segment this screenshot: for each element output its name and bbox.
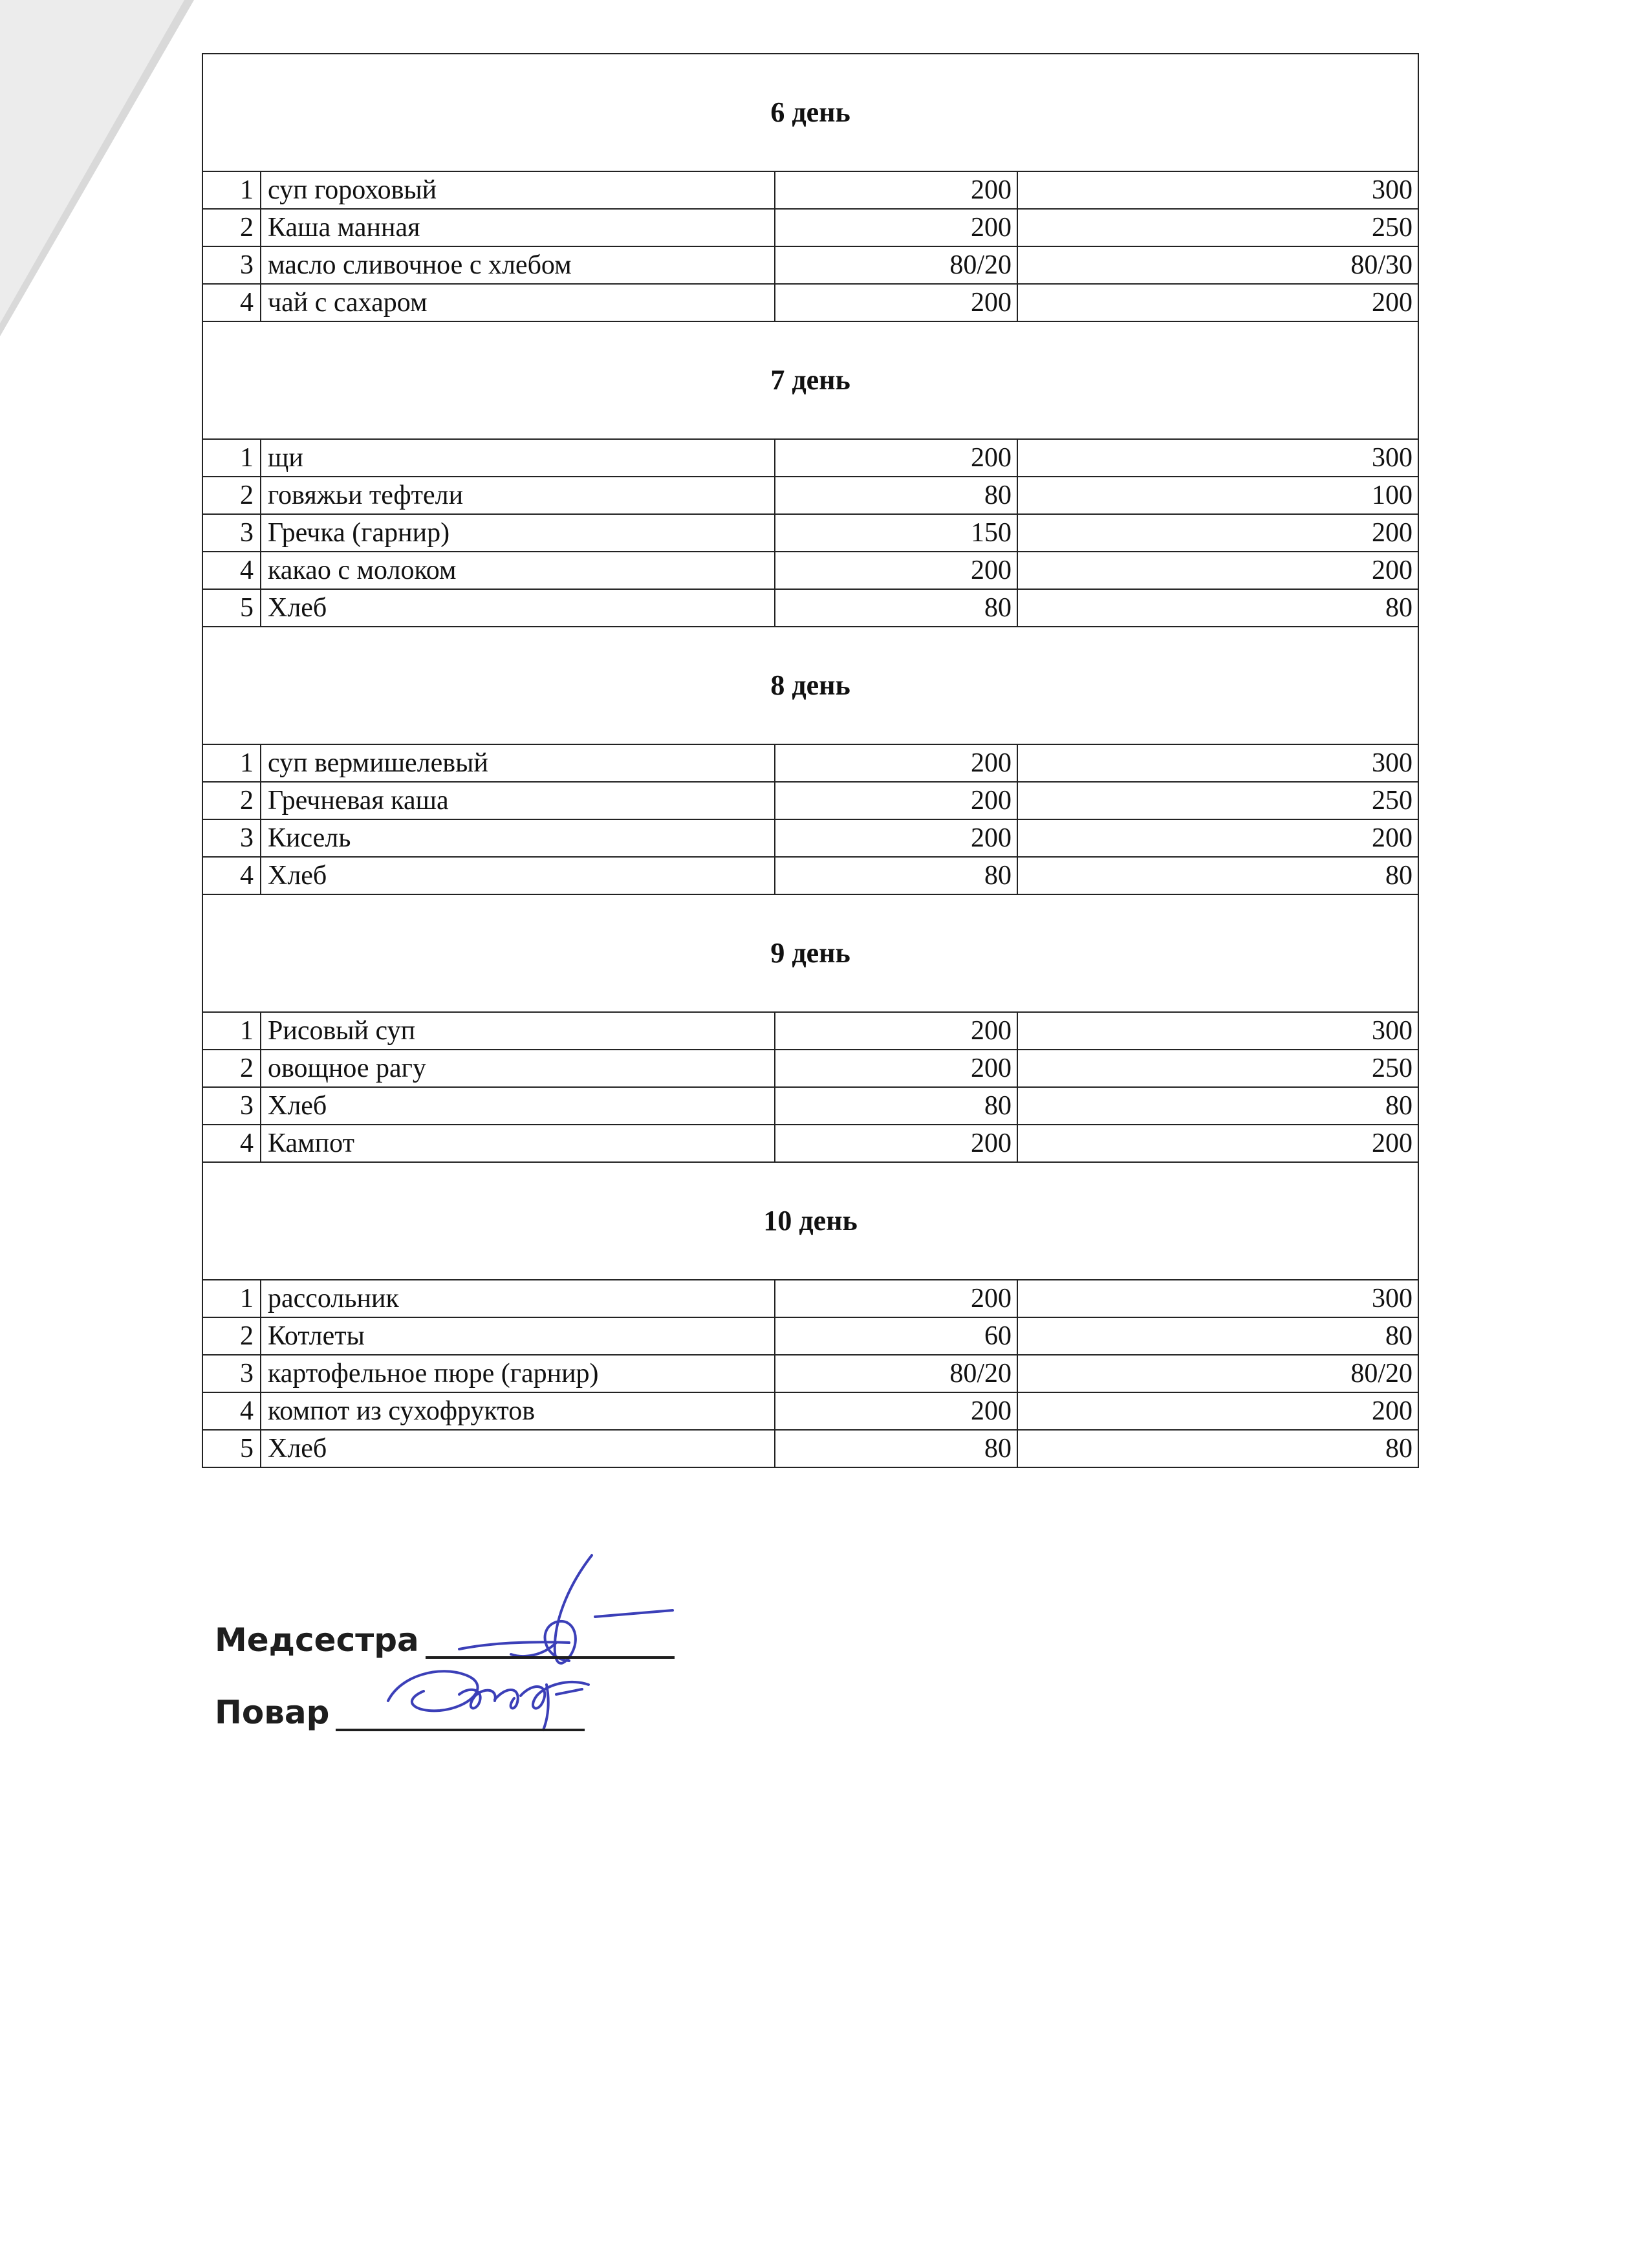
dish-name: Гречка (гарнир): [261, 514, 775, 552]
dish-name: Каша манная: [261, 209, 775, 246]
item-number: 1: [202, 1012, 261, 1050]
item-number: 5: [202, 589, 261, 627]
portion-large: 300: [1017, 744, 1418, 782]
portion-small: 200: [775, 209, 1017, 246]
portion-large: 300: [1017, 171, 1418, 209]
dish-name: Рисовый суп: [261, 1012, 775, 1050]
item-number: 3: [202, 514, 261, 552]
item-number: 1: [202, 439, 261, 477]
table-row: [202, 246, 1418, 284]
item-number: 3: [202, 1355, 261, 1392]
table-row: [202, 1280, 1418, 1317]
table-row: [202, 1050, 1418, 1087]
dish-name: щи: [261, 439, 775, 477]
table-row: [202, 171, 1418, 209]
portion-small: 80: [775, 589, 1017, 627]
dish-name: суп гороховый: [261, 171, 775, 209]
item-number: 4: [202, 857, 261, 894]
portion-small: 150: [775, 514, 1017, 552]
table-row: [202, 1317, 1418, 1355]
portion-large: 80: [1017, 1087, 1418, 1125]
portion-large: 250: [1017, 782, 1418, 819]
table-row: [202, 514, 1418, 552]
table-row: [202, 284, 1418, 321]
item-number: 2: [202, 1317, 261, 1355]
item-number: 4: [202, 284, 261, 321]
dish-name: овощное рагу: [261, 1050, 775, 1087]
day-header-row: [202, 894, 1418, 1012]
portion-small: 200: [775, 744, 1017, 782]
dish-name: Хлеб: [261, 1430, 775, 1467]
portion-large: 200: [1017, 1125, 1418, 1162]
table-row: [202, 589, 1418, 627]
portion-large: 300: [1017, 1012, 1418, 1050]
day-header-row: [202, 54, 1418, 171]
portion-large: 80: [1017, 1317, 1418, 1355]
day-header-row: [202, 321, 1418, 439]
day-title: 6 день: [202, 54, 1418, 171]
portion-small: 80: [775, 1430, 1017, 1467]
dish-name: картофельное пюре (гарнир): [261, 1355, 775, 1392]
dish-name: суп вермишелевый: [261, 744, 775, 782]
portion-large: 80/30: [1017, 246, 1418, 284]
cook-signature-line: [215, 1673, 675, 1731]
cook-signature-blank: [336, 1698, 585, 1731]
signature-block: [215, 1601, 675, 1745]
portion-small: 200: [775, 1125, 1017, 1162]
nurse-label: Медсестра: [215, 1621, 419, 1659]
menu-table-body: [202, 54, 1418, 1467]
table-row: [202, 744, 1418, 782]
table-row: [202, 1392, 1418, 1430]
portion-small: 200: [775, 782, 1017, 819]
portion-large: 300: [1017, 1280, 1418, 1317]
portion-large: 200: [1017, 514, 1418, 552]
item-number: 2: [202, 782, 261, 819]
day-title: 9 день: [202, 894, 1418, 1012]
item-number: 4: [202, 1125, 261, 1162]
table-row: [202, 857, 1418, 894]
table-row: [202, 1087, 1418, 1125]
scan-fold-highlight: [0, 0, 184, 323]
dish-name: Хлеб: [261, 589, 775, 627]
day-header-row: [202, 1162, 1418, 1280]
portion-large: 100: [1017, 477, 1418, 514]
dish-name: компот из сухофруктов: [261, 1392, 775, 1430]
portion-small: 200: [775, 1012, 1017, 1050]
dish-name: рассольник: [261, 1280, 775, 1317]
item-number: 4: [202, 1392, 261, 1430]
day-header-row: [202, 627, 1418, 744]
portion-large: 200: [1017, 552, 1418, 589]
day-title: 10 день: [202, 1162, 1418, 1280]
dish-name: говяжьи тефтели: [261, 477, 775, 514]
portion-large: 200: [1017, 284, 1418, 321]
table-row: [202, 1125, 1418, 1162]
table-row: [202, 209, 1418, 246]
portion-small: 200: [775, 171, 1017, 209]
dish-name: чай с сахаром: [261, 284, 775, 321]
portion-large: 80/20: [1017, 1355, 1418, 1392]
item-number: 5: [202, 1430, 261, 1467]
portion-small: 200: [775, 439, 1017, 477]
portion-large: 80: [1017, 589, 1418, 627]
table-row: [202, 439, 1418, 477]
item-number: 4: [202, 552, 261, 589]
portion-large: 80: [1017, 857, 1418, 894]
item-number: 1: [202, 1280, 261, 1317]
portion-small: 80/20: [775, 1355, 1017, 1392]
dish-name: Кисель: [261, 819, 775, 857]
portion-small: 200: [775, 819, 1017, 857]
item-number: 3: [202, 246, 261, 284]
item-number: 3: [202, 1087, 261, 1125]
table-row: [202, 1355, 1418, 1392]
portion-large: 80: [1017, 1430, 1418, 1467]
table-row: [202, 477, 1418, 514]
portion-small: 200: [775, 1392, 1017, 1430]
portion-small: 80/20: [775, 246, 1017, 284]
dish-name: масло сливочное с хлебом: [261, 246, 775, 284]
table-row: [202, 1430, 1418, 1467]
portion-small: 80: [775, 477, 1017, 514]
item-number: 1: [202, 171, 261, 209]
portion-small: 80: [775, 857, 1017, 894]
dish-name: Гречневая каша: [261, 782, 775, 819]
item-number: 2: [202, 209, 261, 246]
dish-name: Кампот: [261, 1125, 775, 1162]
portion-small: 200: [775, 1280, 1017, 1317]
portion-small: 200: [775, 1050, 1017, 1087]
nurse-signature-line: [215, 1601, 675, 1659]
menu-table: [202, 53, 1419, 1468]
portion-small: 80: [775, 1087, 1017, 1125]
dish-name: Хлеб: [261, 857, 775, 894]
item-number: 1: [202, 744, 261, 782]
item-number: 2: [202, 1050, 261, 1087]
portion-large: 250: [1017, 209, 1418, 246]
portion-large: 200: [1017, 1392, 1418, 1430]
day-title: 7 день: [202, 321, 1418, 439]
table-row: [202, 552, 1418, 589]
table-row: [202, 819, 1418, 857]
dish-name: Хлеб: [261, 1087, 775, 1125]
cook-label: Повар: [215, 1694, 330, 1731]
item-number: 2: [202, 477, 261, 514]
dish-name: Котлеты: [261, 1317, 775, 1355]
portion-small: 200: [775, 284, 1017, 321]
portion-small: 200: [775, 552, 1017, 589]
item-number: 3: [202, 819, 261, 857]
nurse-signature-blank: [426, 1625, 675, 1659]
table-row: [202, 782, 1418, 819]
day-title: 8 день: [202, 627, 1418, 744]
portion-large: 300: [1017, 439, 1418, 477]
portion-large: 200: [1017, 819, 1418, 857]
dish-name: какао с молоком: [261, 552, 775, 589]
portion-small: 60: [775, 1317, 1017, 1355]
portion-large: 250: [1017, 1050, 1418, 1087]
table-row: [202, 1012, 1418, 1050]
